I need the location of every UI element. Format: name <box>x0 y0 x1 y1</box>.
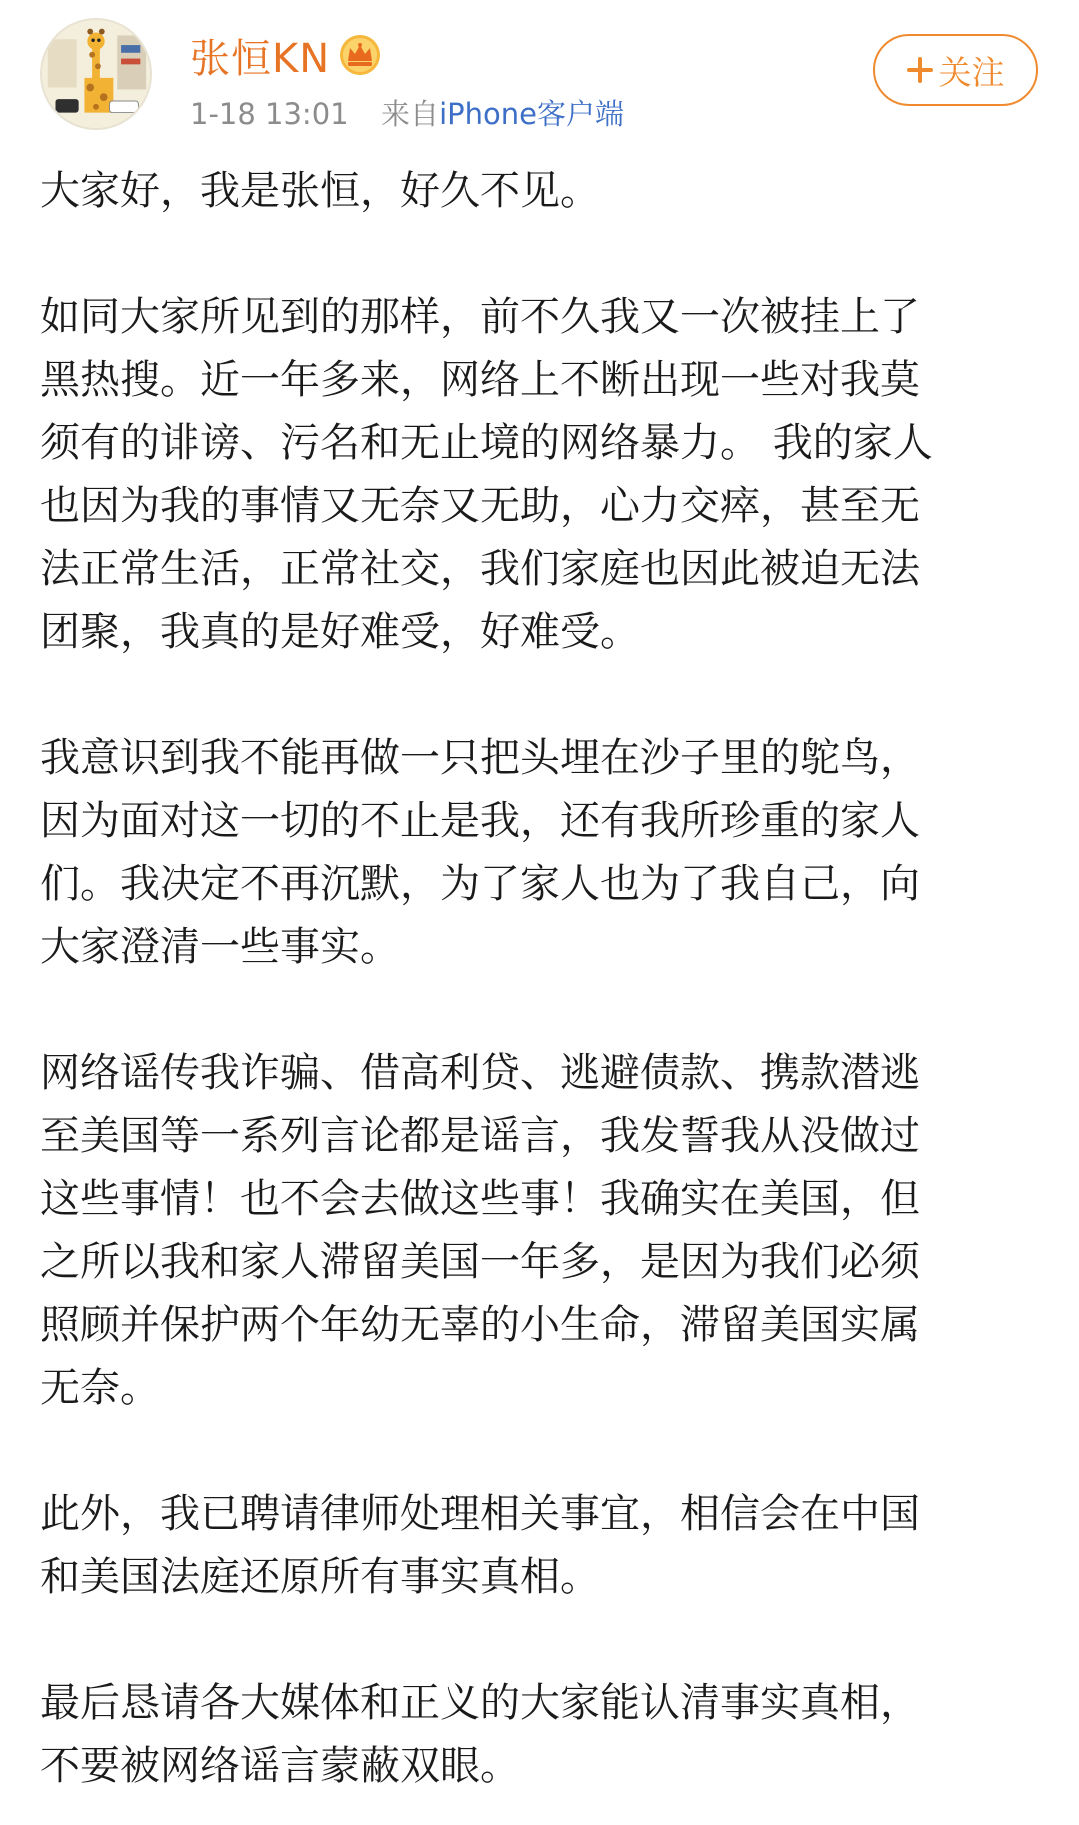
source-prefix: 来自 <box>381 97 440 131</box>
source-client-link[interactable]: iPhone客户端 <box>439 97 624 131</box>
plus-icon <box>907 57 933 83</box>
user-name-row <box>190 26 382 84</box>
post-paragraph: 此外，我已聘请律师处理相关事宜，相信会在中国 和美国法庭还原所有事实真相。 <box>40 1491 920 1600</box>
post-paragraph: 最后恳请各大媒体和正义的大家能认清事实真相， 不要被网络谣言蒙蔽双眼。 <box>40 1680 920 1789</box>
post-paragraph: 我意识到我不能再做一只把头埋在沙子里的鸵鸟， 因为面对这一切的不止是我，还有我所珍重的家人 们。我决定不再沉默，为了家人也为了我自己，向 大家澄清一些事实。 <box>40 735 920 970</box>
post-paragraph: 网络谣传我诈骗、借高利贷、逃避债款、携款潜逃 至美国等一系列言论都是谣言，我发誓我从没做过 这些事情！也不会去做这些事！我确实在美国，但 之所以我和家人滞留美国一年多，是因为我们必须 照顾并保护两个年幼无辜的小生命，滞留美国实属 无奈。 <box>40 1050 920 1411</box>
post-header <box>0 0 1079 150</box>
post-timestamp: 1-18 13:01 <box>190 97 349 131</box>
post-meta <box>190 92 624 133</box>
post-paragraph: 大家好，我是张恒，好久不见。 <box>40 168 600 214</box>
post-body <box>40 160 1040 1798</box>
follow-button-label: 关注 <box>938 52 1005 92</box>
avatar[interactable] <box>40 18 152 130</box>
crown-vip-icon[interactable] <box>338 33 382 77</box>
follow-button[interactable] <box>873 34 1038 106</box>
giraffe-avatar-icon <box>42 20 150 128</box>
post-paragraph: 如同大家所见到的那样，前不久我又一次被挂上了 黑热搜。近一年多来，网络上不断出现一些对我莫 须有的诽谤、污名和无止境的网络暴力。 我的家人 也因为我的事情又无奈又无助，心力交瘁，甚至无 法正常生活，正常社交，我们家庭也因此被迫无法 团聚，我真的是好难受，好难受。 <box>40 294 933 655</box>
user-name[interactable]: 张恒KN <box>190 35 331 82</box>
